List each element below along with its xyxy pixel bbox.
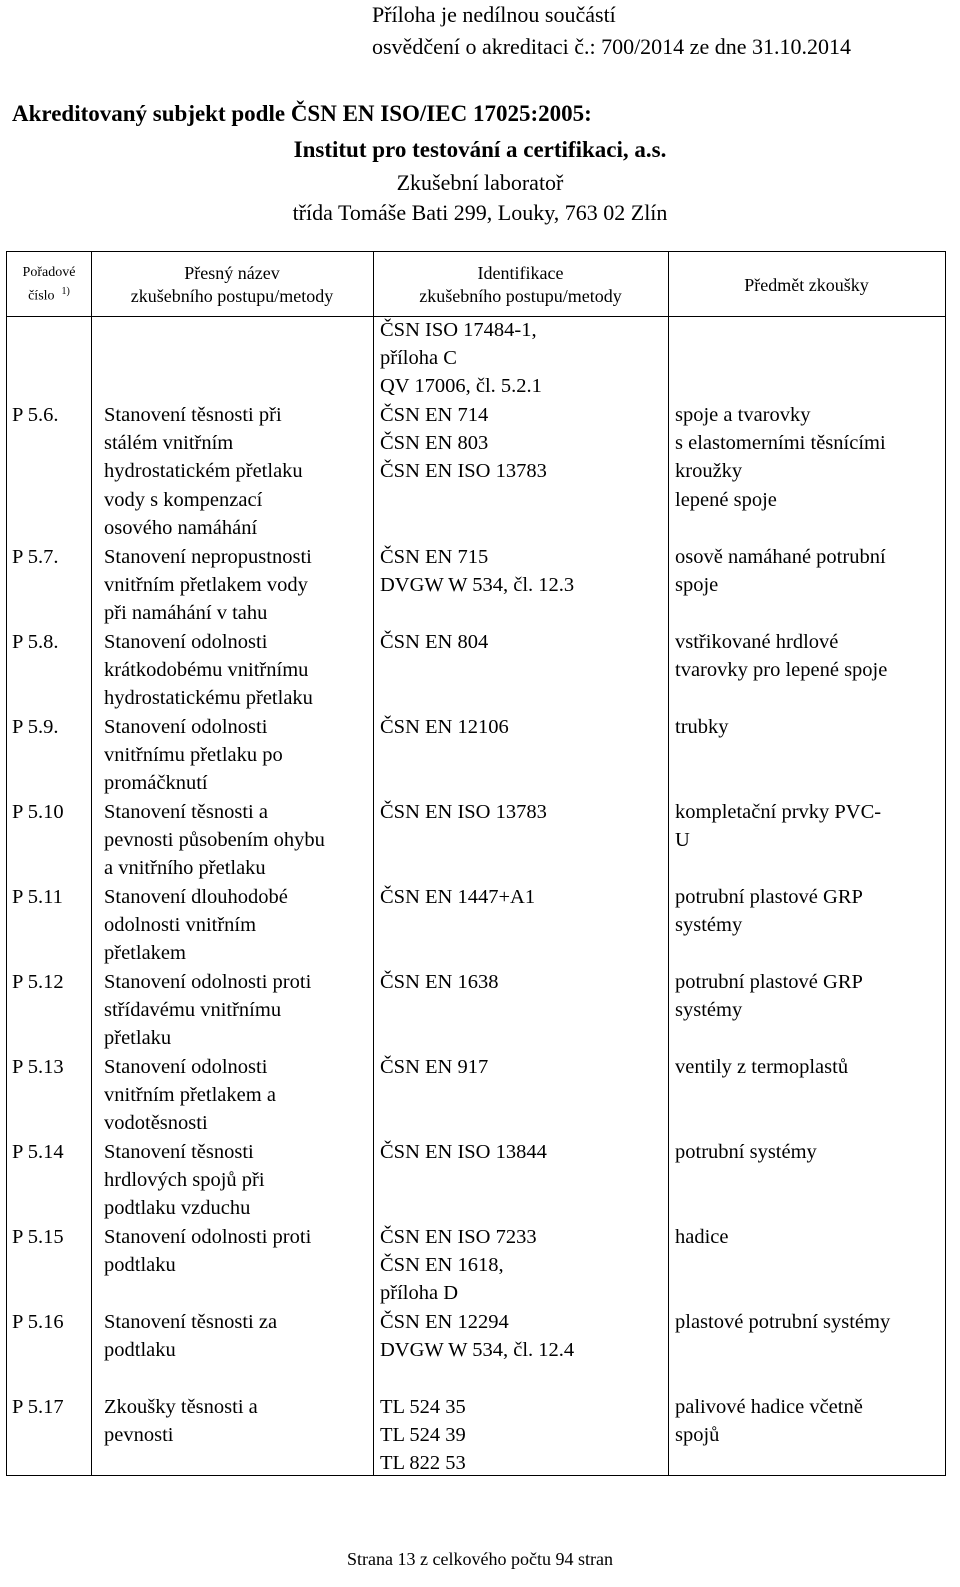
intro-identification: ČSN ISO 17484-1, příloha C QV 17006, čl. 5.2.1 bbox=[380, 319, 542, 398]
row-identification: ČSN EN ISO 7233 ČSN EN 1618, příloha D bbox=[380, 1226, 537, 1305]
row-method: Stanovení odolnosti vnitřním přetlakem a vodotěsnosti bbox=[104, 1056, 276, 1135]
row-method: Stanovení odolnosti proti střídavému vnitřnímu přetlaku bbox=[104, 971, 312, 1050]
row-number: P 5.10 bbox=[12, 801, 64, 823]
row-subject: potrubní systémy bbox=[675, 1141, 817, 1163]
row-method: Stanovení odolnosti krátkodobému vnitřnímu hydrostatickému přetlaku bbox=[104, 631, 313, 710]
row-identification: ČSN EN 1638 bbox=[380, 971, 499, 993]
row-identification: ČSN EN ISO 13783 bbox=[380, 801, 547, 823]
row-subject: plastové potrubní systémy bbox=[675, 1311, 891, 1333]
header-order-number bbox=[7, 262, 91, 307]
row-identification: ČSN EN 12294 DVGW W 534, čl. 12.4 bbox=[380, 1311, 575, 1362]
row-method: Stanovení těsnosti za podtlaku bbox=[104, 1311, 278, 1362]
row-number: P 5.6. bbox=[12, 404, 59, 426]
row-method: Stanovení odolnosti proti podtlaku bbox=[104, 1226, 312, 1277]
row-subject: palivové hadice včetně spojů bbox=[675, 1396, 863, 1447]
row-number: P 5.12 bbox=[12, 971, 64, 993]
laboratory-address: třída Tomáše Bati 299, Louky, 763 02 Zlín bbox=[292, 200, 668, 225]
accreditation-reference: osvědčení o akreditaci č.: 700/2014 ze dne 31.10.2014 bbox=[372, 34, 851, 59]
row-number: P 5.13 bbox=[12, 1056, 64, 1078]
row-identification: ČSN EN ISO 13844 bbox=[380, 1141, 547, 1163]
row-identification: ČSN EN 714 ČSN EN 803 ČSN EN ISO 13783 bbox=[380, 404, 547, 483]
header-method-identification bbox=[373, 262, 668, 307]
row-subject: spoje a tvarovky s elastomerními těsnícími kroužky lepené spoje bbox=[675, 404, 886, 511]
header-method-name-line1: Přesný název bbox=[184, 263, 280, 283]
annex-note: Příloha je nedílnou součástí bbox=[372, 2, 616, 27]
header-order-number-word: číslo bbox=[28, 288, 55, 304]
header-test-subject: Předmět zkoušky bbox=[744, 275, 869, 295]
row-subject: trubky bbox=[675, 716, 729, 738]
row-number: P 5.16 bbox=[12, 1311, 64, 1333]
row-method: Stanovení těsnosti a pevnosti působením ohybu a vnitřního přetlaku bbox=[104, 801, 325, 880]
row-subject: hadice bbox=[675, 1226, 729, 1248]
column-divider bbox=[373, 252, 374, 1475]
row-subject: potrubní plastové GRP systémy bbox=[675, 886, 863, 937]
header-order-number-line1: Pořadové bbox=[22, 265, 76, 280]
row-subject: vstřikované hrdlové tvarovky pro lepené spoje bbox=[675, 631, 888, 682]
row-number: P 5.8. bbox=[12, 631, 59, 653]
row-method: Stanovení těsnosti hrdlových spojů při podtlaku vzduchu bbox=[104, 1141, 265, 1220]
row-identification: ČSN EN 804 bbox=[380, 631, 489, 653]
row-identification: TL 524 35 TL 524 39 TL 822 53 bbox=[380, 1396, 466, 1475]
accredited-subject-title: Akreditovaný subjekt podle ČSN EN ISO/IEC 17025:2005: bbox=[12, 101, 592, 126]
row-identification: ČSN EN 1447+A1 bbox=[380, 886, 536, 908]
header-order-number-line2 bbox=[7, 284, 91, 307]
page-number-footer: Strana 13 z celkového počtu 94 stran bbox=[347, 1549, 613, 1569]
row-method: Stanovení nepropustnosti vnitřním přetlakem vody při namáhání v tahu bbox=[104, 546, 312, 625]
row-identification: ČSN EN 715 DVGW W 534, čl. 12.3 bbox=[380, 546, 575, 597]
row-method: Stanovení těsnosti při stálém vnitřním hydrostatickém přetlaku vody s kompenzací osového namáhání bbox=[104, 404, 303, 539]
header-method-name-line2: zkušebního postupu/metody bbox=[130, 285, 334, 306]
row-method: Stanovení odolnosti vnitřnímu přetlaku po promáčknutí bbox=[104, 716, 283, 795]
row-subject: osově namáhané potrubní spoje bbox=[675, 546, 886, 597]
row-subject: kompletační prvky PVC- U bbox=[675, 801, 882, 852]
row-number: P 5.17 bbox=[12, 1396, 64, 1418]
row-number: P 5.7. bbox=[12, 546, 59, 568]
laboratory-name: Zkušební laboratoř bbox=[396, 170, 564, 195]
header-method-name bbox=[91, 262, 373, 307]
header-identification-line1: Identifikace bbox=[477, 263, 564, 283]
header-identification-line2: zkušebního postupu/metody bbox=[419, 285, 622, 306]
row-number: P 5.14 bbox=[12, 1141, 64, 1163]
row-method: Stanovení dlouhodobé odolnosti vnitřním přetlakem bbox=[104, 886, 288, 965]
row-subject: potrubní plastové GRP systémy bbox=[675, 971, 863, 1022]
row-method: Zkoušky těsnosti a pevnosti bbox=[104, 1396, 258, 1447]
row-identification: ČSN EN 12106 bbox=[380, 716, 509, 738]
row-number: P 5.11 bbox=[12, 886, 63, 908]
institute-name: Institut pro testování a certifikaci, a.s. bbox=[293, 137, 667, 162]
row-identification: ČSN EN 917 bbox=[380, 1056, 489, 1078]
footnote-marker: 1) bbox=[61, 285, 70, 297]
column-divider bbox=[91, 252, 92, 1475]
row-number: P 5.9. bbox=[12, 716, 59, 738]
row-number: P 5.15 bbox=[12, 1226, 64, 1248]
row-subject: ventily z termoplastů bbox=[675, 1056, 849, 1078]
